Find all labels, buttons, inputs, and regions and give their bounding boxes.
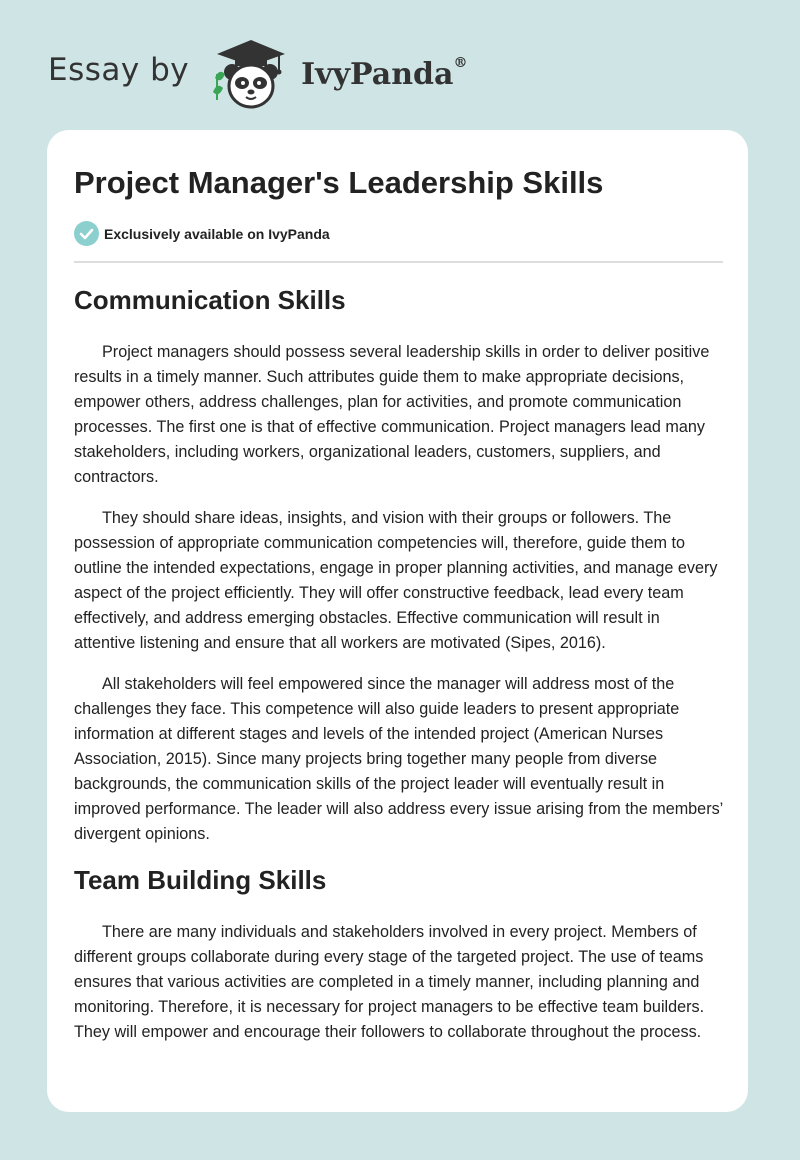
paragraph: There are many individuals and stakeholders involved in every project. Members of different groups collaborate during every stage of the targeted project. The use of teams ensures that various activities are completed in a timely manner, including planning and monitoring. Therefore, it is necessary for project managers to be effective team builders. They will empower and encourage their followers to collaborate throughout the process.: [74, 923, 705, 1041]
paragraph: All stakeholders will feel empowered since the manager will address most of the challenges they face. This competence will also guide leaders to present appropriate information at different stages and levels of the intended project (American Nurses Association, 2015). Since many projects bring together many people from diverse backgrounds, the communication skills of the project leader will eventually result in improved performance. The leader will also address every issue arising from the members’ divergent opinions.: [74, 675, 723, 843]
brand-name[interactable]: [301, 54, 468, 92]
paragraph: They should share ideas, insights, and vision with their groups or followers. The possession of appropriate communication competencies will, therefore, guide them to outline the intended expectations, engage in proper planning activities, and manage every aspect of the project efficiently. They will offer constructive feedback, lead every team effectively, and address emerging obstacles. Effective communication will result in attentive listening and ensure that all workers are motivated (Sipes, 2016).: [74, 509, 718, 652]
registered-mark: ®: [453, 54, 468, 71]
exclusive-label: Exclusively available on IvyPanda: [104, 225, 330, 242]
divider: [74, 261, 723, 263]
brand-name-text: IvyPanda: [301, 56, 454, 92]
page-title: Project Manager's Leadership Skills: [74, 165, 604, 200]
exclusive-badge: [74, 221, 330, 246]
panda-graduate-icon[interactable]: [205, 34, 297, 114]
section-heading: Team Building Skills: [74, 865, 327, 895]
section-heading: Communication Skills: [74, 285, 346, 315]
check-badge-icon: [74, 221, 99, 246]
essay-by-label: Essay by: [48, 52, 190, 88]
essay-content: [74, 283, 723, 1061]
site-header: [48, 34, 467, 114]
essay-card: [47, 130, 748, 1112]
paragraph: Project managers should possess several leadership skills in order to deliver positive results in a timely manner. Such attributes guide them to make appropriate decisions, empower others, address challenges, plan for activities, and promote communication processes. The first one is that of effective communication. Project managers lead many stakeholders, including workers, organizational leaders, customers, suppliers, and contractors.: [74, 343, 710, 486]
